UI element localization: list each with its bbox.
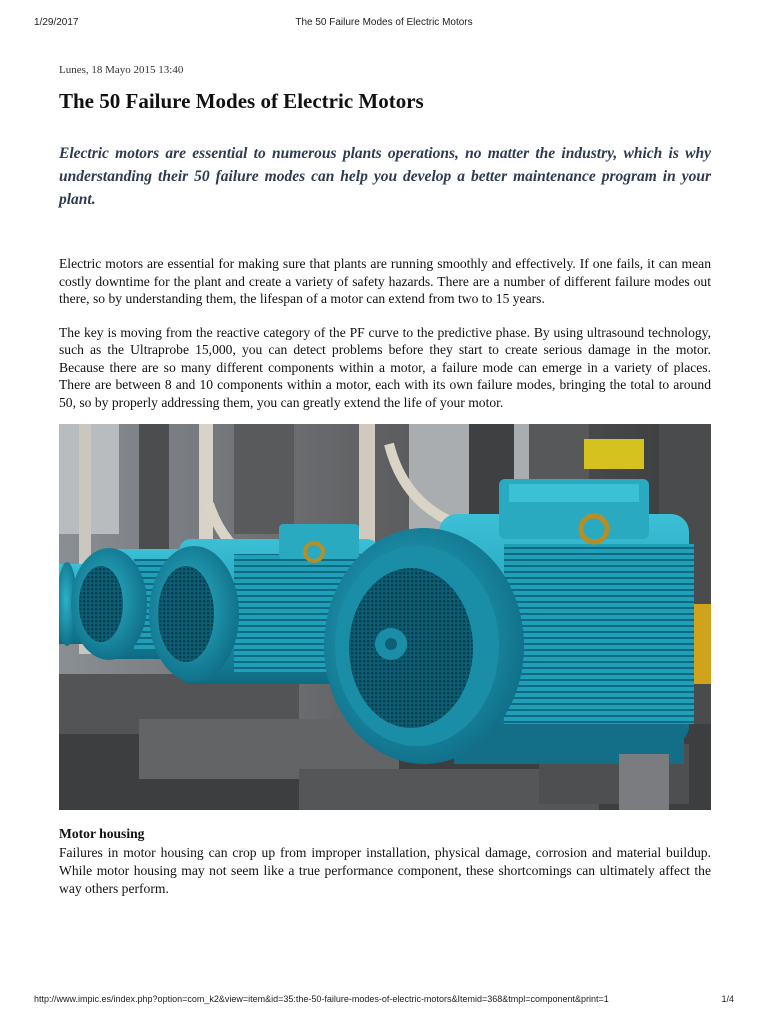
article-title: The 50 Failure Modes of Electric Motors xyxy=(59,89,424,113)
section-title-motor-housing: Motor housing xyxy=(59,826,145,841)
page-number: 1/4 xyxy=(721,994,734,1004)
article-paragraph-1: Electric motors are essential for making sure that plants are running smoothly and effectively. If one fails, it can mean costly downtime for the plant and create a variety of safety hazards. There are a number of different failure modes out there, so by understanding them, the lifespan of a motor can extend from two to 15 years. xyxy=(59,256,711,306)
article xyxy=(59,64,711,898)
publish-date: Lunes, 18 Mayo 2015 13:40 xyxy=(59,64,184,76)
print-url: http://www.impic.es/index.php?option=com_k2&view=item&id=35:the-50-failure-modes-of-electric-motors&Itemid=368&tmpl=component&print=1 xyxy=(34,994,609,1004)
electric-motors-photo xyxy=(59,424,711,810)
article-lead: Electric motors are essential to numerous plants operations, no matter the industry, which is why understanding their 50 failure modes can help you develop a better maintenance program in your plant. xyxy=(59,145,711,208)
print-header xyxy=(34,17,734,31)
print-date: 1/29/2017 xyxy=(34,17,79,28)
section-text-motor-housing: Failures in motor housing can crop up from improper installation, physical damage, corrosion and material buildup. While motor housing may not seem like a true performance component, these shortcomings can ultimately affect the way others perform. xyxy=(59,845,711,896)
print-footer xyxy=(34,994,734,1008)
print-title: The 50 Failure Modes of Electric Motors xyxy=(295,17,473,28)
article-paragraph-2: The key is moving from the reactive category of the PF curve to the predictive phase. By using ultrasound technology, such as the Ultraprobe 15,000, you can detect problems before they start to create serious damage in the motor. Because there are so many different components within a motor, a failure mode can emerge in a variety of places. There are between 8 and 10 components within a motor, each with its own failure modes, bringing the total to around 50, so by properly addressing them, you can greatly extend the life of your motor. xyxy=(59,324,711,410)
